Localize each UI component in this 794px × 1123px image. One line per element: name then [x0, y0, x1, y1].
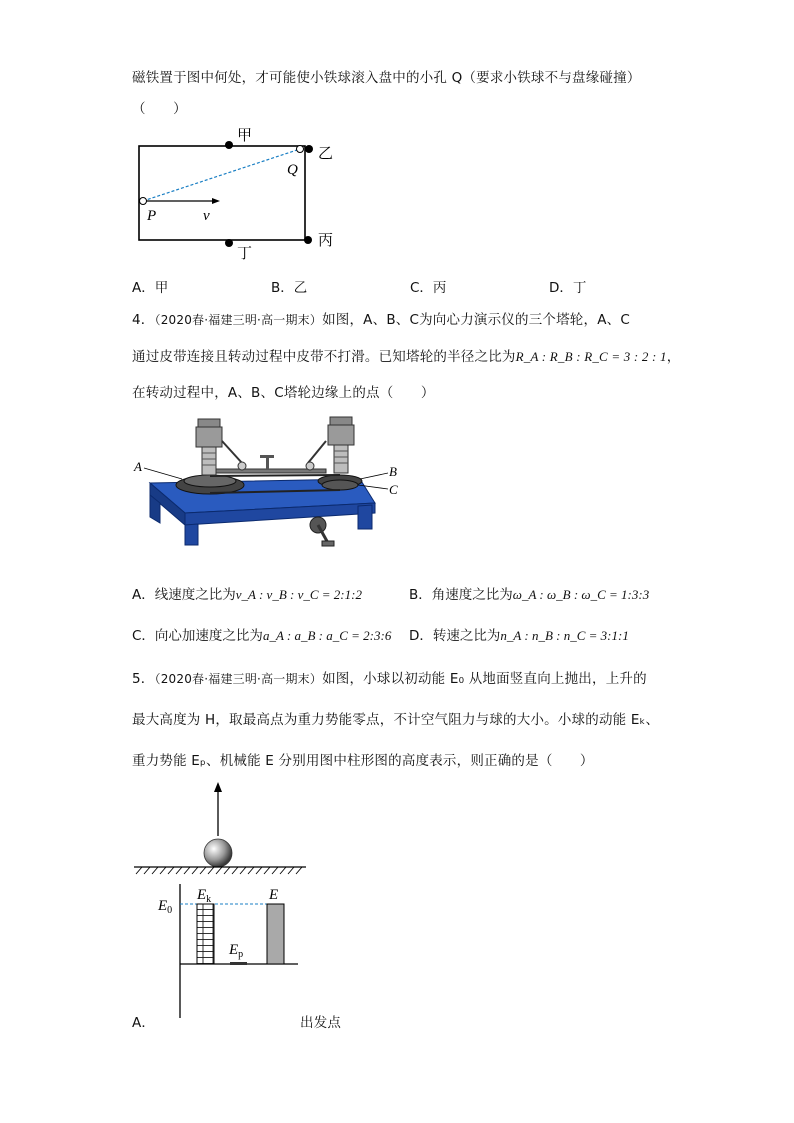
q4-stem-line3: 在转动过程中，A、B、C塔轮边缘上的点（ ） [132, 385, 435, 401]
table-leg-front-right [358, 505, 372, 529]
right-sleeve [328, 425, 354, 445]
label-ep: $E_p$ [229, 942, 244, 960]
bar-ek [197, 904, 214, 964]
right-sleeve-top [330, 417, 352, 425]
crank-handle [322, 541, 334, 546]
q4-ratio: R_A : R_B : R_C = 3 : 2 : 1 [515, 349, 667, 364]
label-v: v [203, 208, 210, 224]
label-ek: $E_k$ [197, 887, 212, 905]
q4-source: （2020春·福建三明·高一期末） [154, 313, 323, 327]
q4-stem-line2 [132, 345, 680, 365]
belt-top [210, 475, 340, 476]
magnet-yi-dot [305, 145, 313, 153]
q4-number: 4． [132, 312, 155, 328]
q5-stem-line2: 最大高度为 H，取最高点为重力势能零点，不计空气阻力与球的大小。小球的动能 Eₖ、 [132, 712, 660, 728]
q5-stem-text1: 如图，小球以初动能 E₀ 从地面竖直向上抛出，上升的 [322, 671, 647, 687]
q3-answer-paren: （ ） [132, 101, 187, 117]
label-a-leader [144, 468, 182, 479]
q4-option-b [409, 583, 649, 603]
q4-option-a-expr: v_A : v_B : v_C = 2:1:2 [235, 587, 362, 602]
q4-option-a-prefix: A．线速度之比为 [132, 587, 236, 603]
q5-source: （2020春·福建三明·高一期末） [154, 672, 323, 686]
label-ding: 丁 [237, 244, 253, 262]
label-c: C [389, 482, 398, 497]
table-leg-front-left [185, 524, 198, 545]
q3-option-b: B．乙 [271, 280, 308, 296]
hole-q-circle [297, 146, 304, 153]
label-b: B [389, 464, 397, 479]
dashed-path [143, 149, 300, 201]
ball [204, 839, 232, 867]
bar-ep [230, 962, 247, 965]
label-yi: 乙 [318, 144, 334, 162]
velocity-arrowhead [212, 198, 220, 204]
label-e0: $E_0$ [158, 898, 173, 916]
q3-option-d: D．丁 [549, 280, 587, 296]
q4-option-c [132, 624, 391, 644]
left-spring [202, 447, 216, 475]
q4-option-d-expr: n_A : n_B : n_C = 3:1:1 [500, 628, 629, 643]
magnet-bing-dot [304, 236, 312, 244]
right-spring [334, 445, 348, 473]
q3-figure [130, 118, 360, 268]
q4-option-b-prefix: B．角速度之比为 [409, 587, 513, 603]
label-bing: 丙 [318, 231, 334, 249]
q5-figure [130, 778, 315, 1028]
left-sleeve-top [198, 419, 220, 427]
q4-stem-text1: 如图，A、B、C为向心力演示仪的三个塔轮，A、C [322, 312, 630, 328]
magnet-jia-dot [225, 141, 233, 149]
q5-option-a-label: A． [132, 1015, 156, 1031]
q5-number: 5． [132, 671, 155, 687]
q4-option-c-expr: a_A : a_B : a_C = 2:3:6 [262, 628, 392, 643]
q4-option-b-expr: ω_A : ω_B : ω_C = 1:3:3 [512, 587, 650, 602]
label-jia: 甲 [237, 126, 253, 144]
q4-stem-text2: 通过皮带连接且转动过程中皮带不打滑。已知塔轮的半径之比为 [132, 349, 516, 365]
q4-option-c-prefix: C．向心加速度之比为 [132, 628, 263, 644]
ball-left [238, 462, 246, 470]
q4-option-d-prefix: D．转速之比为 [409, 628, 501, 644]
q4-figure [130, 413, 405, 553]
q5-stem-line3: 重力势能 Eₚ、机械能 E 分别用图中柱形图的高度表示，则正确的是（ ） [132, 753, 594, 769]
q4-option-d [409, 624, 629, 644]
q5-caption: 出发点 [300, 1015, 342, 1031]
q4-option-a [132, 583, 362, 603]
bar-e [267, 904, 284, 964]
launch-arrowhead [214, 782, 222, 792]
pulley-c [322, 480, 358, 490]
label-p: P [147, 208, 157, 224]
q3-option-a: A．甲 [132, 280, 169, 296]
left-sleeve [196, 427, 222, 447]
magnet-ding-dot [225, 239, 233, 247]
ground-hatch [136, 867, 302, 874]
q4-stem-line1 [132, 308, 630, 328]
label-a: A [134, 459, 142, 474]
q5-stem-line1 [132, 667, 647, 687]
dish-outline [139, 146, 305, 240]
q4-ratio-tail: ， [666, 349, 681, 365]
q3-option-c: C．丙 [410, 280, 447, 296]
label-b-leader [360, 473, 388, 479]
q3-stem-line: 磁铁置于图中何处，才可能使小铁球滚入盘中的小孔 Q（要求小铁球不与盘缘碰撞） [132, 70, 641, 86]
point-p-circle [140, 198, 147, 205]
label-e: E [269, 887, 279, 903]
label-q: Q [287, 162, 298, 178]
ball-right [306, 462, 314, 470]
